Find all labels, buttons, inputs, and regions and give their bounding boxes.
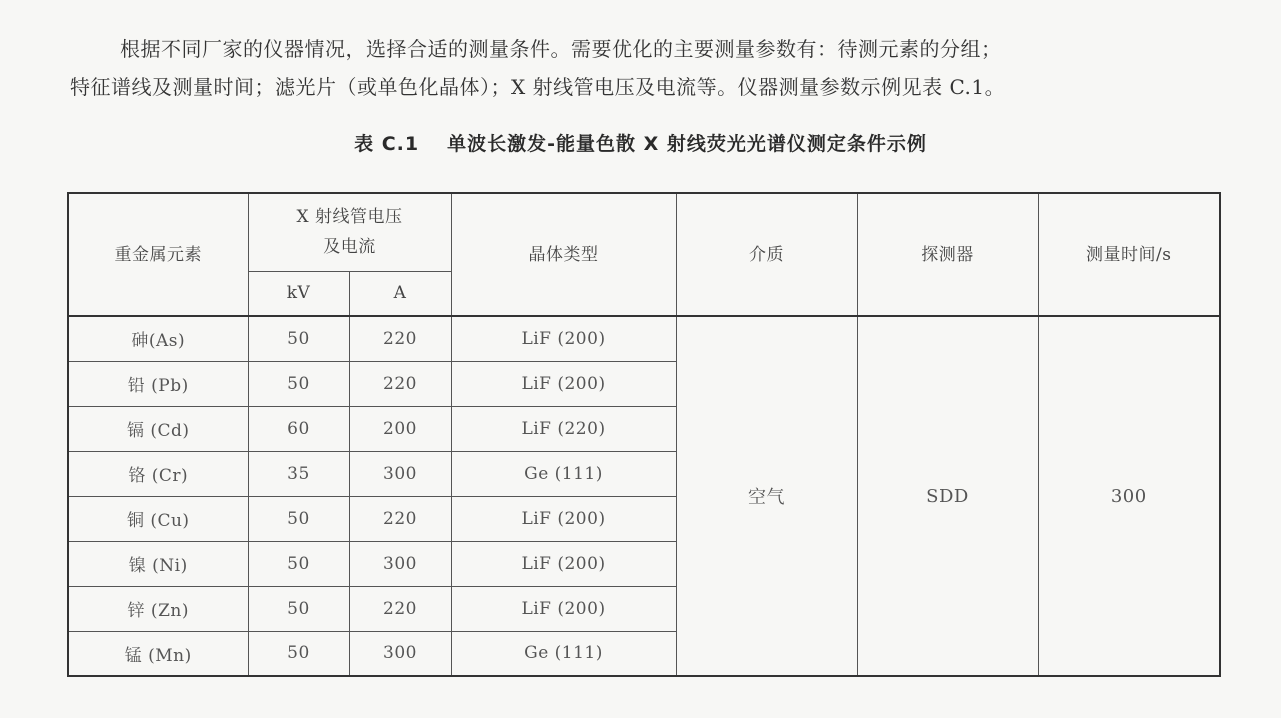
cell-kv: 50: [248, 541, 349, 586]
cell-time: 300: [1038, 316, 1220, 676]
cell-crystal: LiF (200): [451, 496, 676, 541]
measurement-conditions-table: [67, 192, 1221, 677]
intro-paragraph: [70, 30, 1230, 106]
cell-crystal: LiF (200): [451, 316, 676, 361]
cell-kv: 50: [248, 316, 349, 361]
header-medium: 介质: [676, 193, 857, 316]
cell-kv: 35: [248, 451, 349, 496]
table-title: 单波长激发-能量色散 X 射线荧光光谱仪测定条件示例: [447, 133, 927, 155]
table-caption: [0, 129, 1281, 156]
cell-element: 铅 (Pb): [68, 361, 248, 406]
header-element: 重金属元素: [68, 193, 248, 316]
cell-a: 200: [349, 406, 451, 451]
paragraph-line-1: 根据不同厂家的仪器情况，选择合适的测量条件。需要优化的主要测量参数有：待测元素的分组；: [120, 37, 1002, 61]
cell-kv: 50: [248, 496, 349, 541]
cell-kv: 50: [248, 586, 349, 631]
cell-a: 220: [349, 586, 451, 631]
paragraph-line-2: 特征谱线及测量时间；滤光片（或单色化晶体）；X 射线管电压及电流等。仪器测量参数示例见表 C.1。: [70, 75, 1006, 99]
table-number: 表 C.1: [354, 133, 420, 155]
cell-element: 锰 (Mn): [68, 631, 248, 676]
cell-kv: 60: [248, 406, 349, 451]
cell-crystal: Ge (111): [451, 631, 676, 676]
cell-detector: SDD: [857, 316, 1038, 676]
header-kv: kV: [248, 271, 349, 316]
cell-a: 220: [349, 316, 451, 361]
cell-element: 铬 (Cr): [68, 451, 248, 496]
cell-kv: 50: [248, 631, 349, 676]
table-row: [68, 316, 1220, 361]
header-tube-line2: 及电流: [323, 237, 376, 258]
cell-element: 镉 (Cd): [68, 406, 248, 451]
cell-a: 300: [349, 451, 451, 496]
header-detector: 探测器: [857, 193, 1038, 316]
cell-crystal: LiF (200): [451, 541, 676, 586]
cell-element: 铜 (Cu): [68, 496, 248, 541]
cell-crystal: LiF (200): [451, 361, 676, 406]
cell-crystal: LiF (220): [451, 406, 676, 451]
cell-element: 镍 (Ni): [68, 541, 248, 586]
cell-element: 锌 (Zn): [68, 586, 248, 631]
cell-crystal: LiF (200): [451, 586, 676, 631]
cell-a: 300: [349, 541, 451, 586]
header-a: A: [349, 271, 451, 316]
header-tube-line1: X 射线管电压: [296, 207, 403, 228]
cell-element: 砷(As): [68, 316, 248, 361]
cell-crystal: Ge (111): [451, 451, 676, 496]
cell-kv: 50: [248, 361, 349, 406]
cell-a: 300: [349, 631, 451, 676]
header-tube: [248, 193, 451, 271]
header-time: 测量时间/s: [1038, 193, 1220, 316]
cell-a: 220: [349, 496, 451, 541]
cell-a: 220: [349, 361, 451, 406]
header-row-1: [68, 193, 1220, 271]
cell-medium: 空气: [676, 316, 857, 676]
header-crystal: 晶体类型: [451, 193, 676, 316]
